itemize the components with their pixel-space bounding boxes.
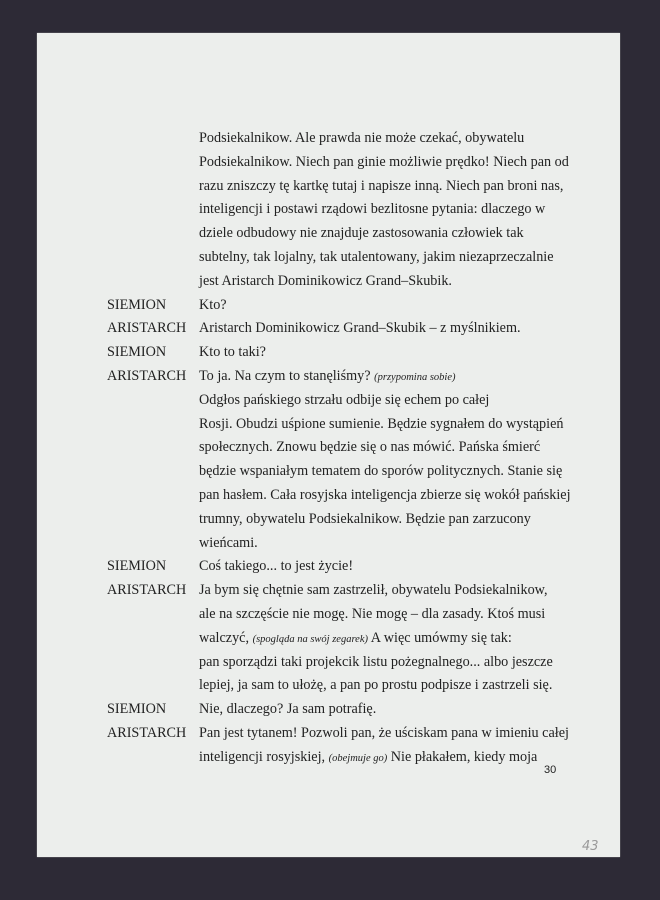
dialogue-text [199,674,552,698]
script-line [107,651,587,675]
dialogue-fragment: razu zniszczy tę kartkę tutaj i napisze inną. Niech pan broni nas, [199,177,564,194]
stage-direction: (spogląda na swój zegarek) [252,633,368,645]
script-line [107,246,587,270]
dialogue-text [199,151,569,175]
speaker-name: SIEMION [107,344,167,361]
script-line [107,484,587,508]
handwritten-page-note: 43 [582,839,599,854]
dialogue-fragment: walczyć, [199,629,253,646]
dialogue-fragment: Coś takiego... to jest życie! [199,558,354,575]
speaker-name: ARISTARCH [107,320,187,337]
dialogue-fragment: Aristarch Dominikowicz Grand–Skubik – z myślnikiem. [199,320,521,337]
script-line [107,270,587,294]
stage-direction: (obejmuje go) [328,752,388,764]
script-line [107,698,587,722]
script-line [107,436,587,460]
script-line [107,151,587,175]
dialogue-fragment: Podsiekalnikow. Ale prawda nie może czekać, obywatelu [199,130,525,146]
script-line [107,579,587,603]
dialogue-fragment: Kto? [199,296,227,313]
dialogue-text [199,698,376,722]
dialogue-fragment: Nie, dlaczego? Ja sam potrafię. [199,701,377,718]
dialogue-text [199,603,545,627]
dialogue-fragment: inteligencji rosyjskiej, [199,748,329,765]
dialogue-text [199,317,521,341]
dialogue-fragment: trumny, obywatelu Podsiekalnikow. Będzie pan zarzucony [199,510,531,527]
script-line [107,627,587,651]
script-line [107,722,587,746]
dialogue-fragment: A więc umówmy się tak: [367,629,512,646]
script-line [107,222,587,246]
dialogue-text [199,175,563,199]
dialogue-fragment: Ja bym się chętnie sam zastrzelił, obywatelu Podsiekalnikow, [199,582,548,599]
script-line [107,555,587,579]
dialogue-text [199,508,531,532]
dialogue-fragment: jest Aristarch Dominikowicz Grand–Skubik. [199,272,452,289]
speaker-name: ARISTARCH [107,367,187,384]
speaker-name: SIEMION [107,701,167,718]
page-number: 30 [544,764,557,776]
dialogue-text [199,436,540,460]
dialogue-fragment: Odgłos pańskiego strzału odbije się echem po całej [199,391,490,408]
dialogue-text [199,198,545,222]
dialogue-text [199,270,452,294]
script-line [107,603,587,627]
dialogue-text [199,484,571,508]
speaker-name: SIEMION [107,558,167,575]
dialogue-fragment: To ja. Na czym to stanęliśmy? [199,367,375,384]
dialogue-fragment: Rosji. Obudzi uśpione sumienie. Będzie sygnałem do wystąpień [199,415,564,432]
script-line [107,341,587,365]
speaker-name: ARISTARCH [107,582,187,599]
dialogue-text [199,294,227,318]
dialogue-text [199,365,456,390]
speaker-name: ARISTARCH [107,724,187,741]
dialogue-fragment: lepiej, ja sam to ułożę, a pan po prostu podpisze i zastrzeli się. [199,677,553,694]
dialogue-text [199,127,524,151]
dialogue-fragment: ale na szczęście nie mogę. Nie mogę – dla zasady. Ktoś musi [199,605,546,622]
script-line [107,175,587,199]
dialogue-text [199,722,569,746]
script-line [107,508,587,532]
play-script-text [107,127,587,770]
dialogue-fragment: dziele odbudowy nie znajduje zastosowania człowiek tak [199,225,524,242]
script-line [107,389,587,413]
dialogue-text [199,341,266,365]
dialogue-fragment: Kto to taki? [199,344,266,361]
dialogue-text [199,532,258,556]
dialogue-text [199,460,562,484]
script-line [107,127,587,151]
dialogue-text [199,579,548,603]
dialogue-fragment: pan hasłem. Cała rosyjska inteligencja zbierze się wokół pańskiej [199,486,571,503]
dialogue-fragment: inteligencji i postawi rządowi bezlitosne pytania: dlaczego w [199,201,546,218]
stage-direction: (przypomina sobie) [374,371,456,383]
script-line [107,532,587,556]
script-line [107,413,587,437]
dialogue-text [199,246,554,270]
script-line [107,317,587,341]
dialogue-text [199,222,524,246]
dialogue-text [199,555,353,579]
script-line [107,746,587,770]
dialogue-fragment: Podsiekalnikow. Niech pan ginie możliwie prędko! Niech pan od [199,153,569,170]
speaker-name: SIEMION [107,296,167,313]
dialogue-text [199,389,489,413]
dialogue-fragment: subtelny, tak lojalny, tak utalentowany, jakim niezaprzeczalnie [199,248,554,265]
dialogue-fragment: pan sporządzi taki projekcik listu pożegnalnego... albo jeszcze [199,653,553,670]
dialogue-fragment: wieńcami. [199,534,258,551]
dialogue-text [199,413,563,437]
script-line [107,460,587,484]
dialogue-text [199,651,553,675]
dialogue-text [199,746,537,771]
dialogue-fragment: będzie wspaniałym tematem do sporów politycznych. Stanie się [199,463,563,480]
dialogue-fragment: Nie płakałem, kiedy moja [387,748,538,765]
script-line [107,294,587,318]
dialogue-text [199,627,512,652]
script-line [107,198,587,222]
document-page [37,33,620,857]
dialogue-fragment: Pan jest tytanem! Pozwoli pan, że uściskam pana w imieniu całej [199,724,569,741]
script-line [107,674,587,698]
dialogue-fragment: społecznych. Znowu będzie się o nas mówić. Pańska śmierć [199,439,541,456]
script-line [107,365,587,389]
